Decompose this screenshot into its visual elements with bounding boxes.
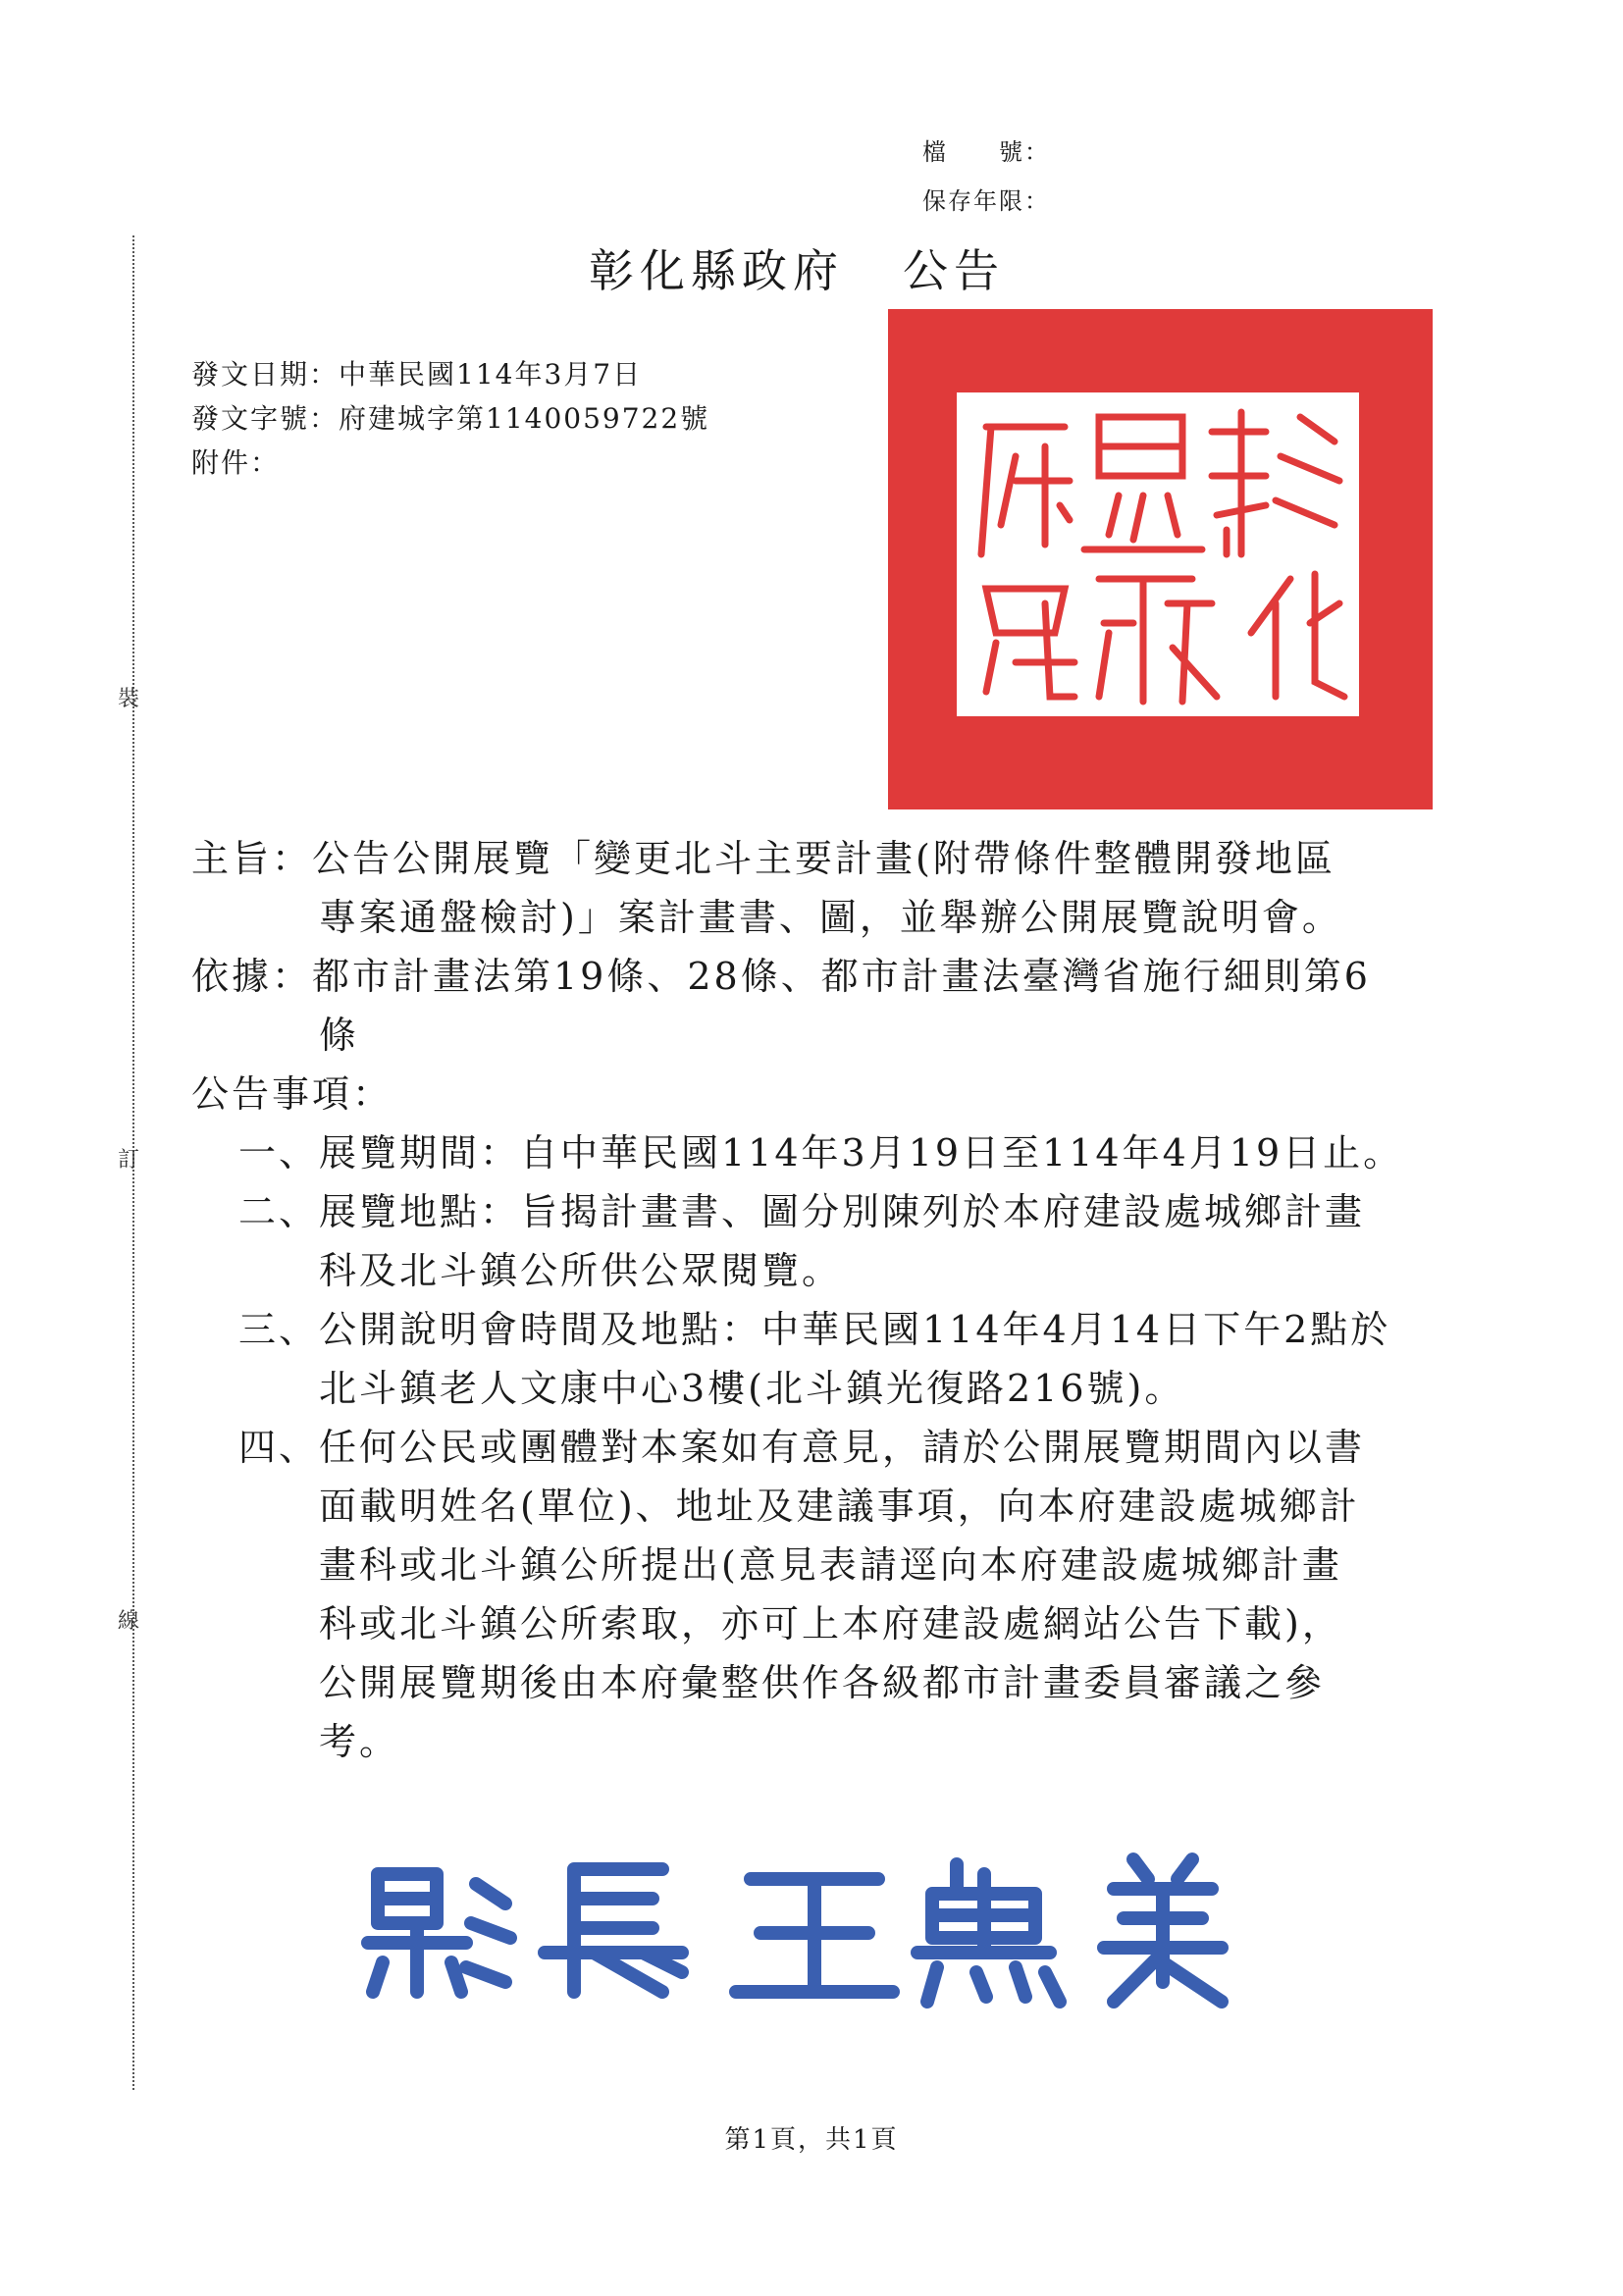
binding-char-ding: 訂	[118, 1148, 140, 1173]
issue-date: 發文日期：中華民國114年3月7日	[191, 358, 643, 391]
page-number: 第1頁，共1頁	[724, 2125, 899, 2155]
notice-item-1: 一、展覽期間：自中華民國114年3月19日至114年4月19日止。	[238, 1131, 1404, 1174]
basis-line-1: 依據：都市計畫法第19條、28條、都市計畫法臺灣省施行細則第6	[191, 955, 1371, 998]
notice-item-2-line-2: 科及北斗鎮公所供公眾閱覽。	[319, 1249, 843, 1292]
notice-item-4-line-4: 科或北斗鎮公所索取，亦可上本府建設處網站公告下載)，	[319, 1602, 1342, 1645]
notice-item-3-line-1: 三、公開說明會時間及地點：中華民國114年4月14日下午2點於	[238, 1308, 1391, 1351]
notice-heading: 公告事項：	[191, 1072, 393, 1116]
retention-period-label: 保存年限：	[922, 187, 1050, 215]
notice-item-4-line-6: 考。	[319, 1720, 400, 1763]
signature-graphic	[348, 1845, 1281, 2011]
document-title	[589, 235, 1005, 300]
notice-item-4-line-5: 公開展覽期後由本府彙整供作各級都市計畫委員審議之參	[319, 1661, 1326, 1704]
attachment-label: 附件：	[191, 446, 281, 479]
binding-char-xian: 線	[118, 1609, 140, 1634]
document-type: 公告	[903, 244, 1005, 297]
notice-item-3-line-2: 北斗鎮老人文康中心3樓(北斗鎮光復路216號)。	[319, 1367, 1185, 1410]
notice-item-4-line-3: 畫科或北斗鎮公所提出(意見表請逕向本府建設處城鄉計畫	[319, 1543, 1342, 1587]
binding-char-zhuang: 裝	[118, 687, 140, 711]
file-number-label: 檔 號：	[922, 138, 1050, 166]
notice-item-4-line-2: 面載明姓名(單位)、地址及建議事項，向本府建設處城鄉計	[319, 1485, 1360, 1528]
seal-graphic	[888, 309, 1433, 809]
subject-line-2: 專案通盤檢討)」案計畫書、圖，並舉辦公開展覽說明會。	[319, 896, 1342, 939]
notice-item-2-line-1: 二、展覽地點：旨揭計畫書、圖分別陳列於本府建設處城鄉計畫	[238, 1190, 1366, 1233]
subject-line-1: 主旨：公告公開展覽「變更北斗主要計畫(附帶條件整體開發地區	[191, 837, 1335, 880]
official-seal	[888, 309, 1433, 809]
notice-item-4-line-1: 四、任何公民或團體對本案如有意見，請於公開展覽期間內以書	[238, 1426, 1366, 1469]
mayor-signature-stamp	[348, 1845, 1281, 2011]
issue-number: 發文字號：府建城字第1140059722號	[191, 402, 710, 435]
basis-line-2: 條	[319, 1014, 360, 1057]
issuing-org: 彰化縣政府	[589, 244, 844, 297]
